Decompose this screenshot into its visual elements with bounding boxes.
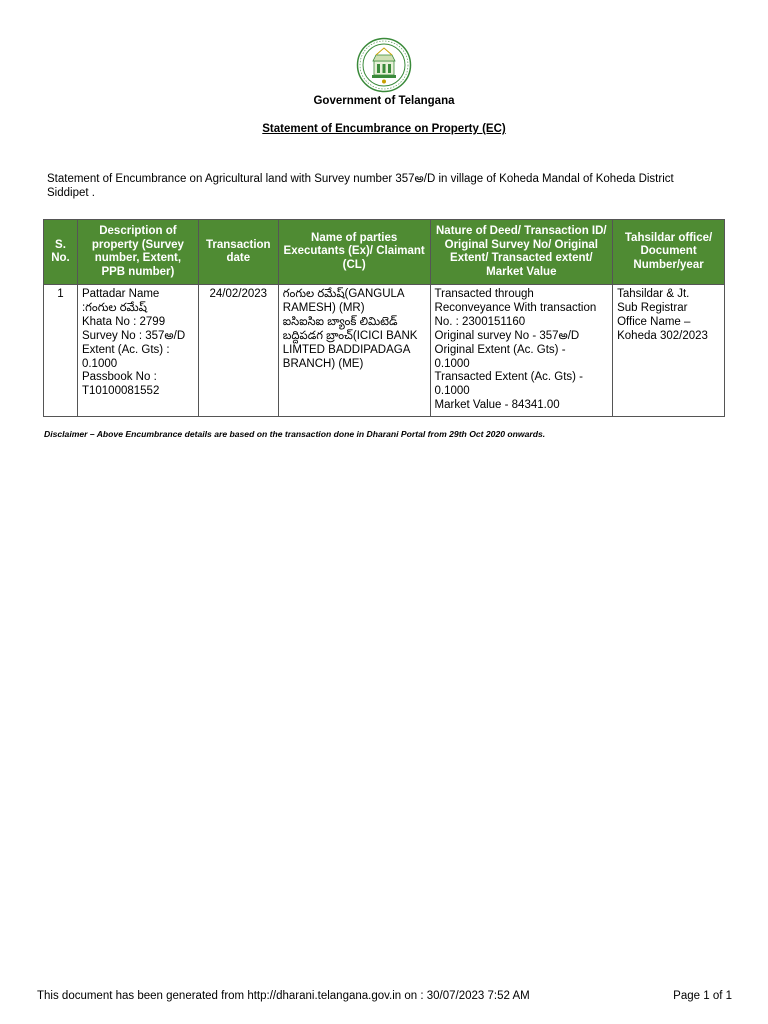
- government-title: Government of Telangana: [313, 95, 455, 107]
- page-number: Page 1 of 1: [673, 990, 732, 1002]
- parties-line: BRANCH) (ME): [282, 357, 364, 370]
- generated-footer: This document has been generated from http://dharani.telangana.gov.in on : 30/07/2023 7:52 AM: [37, 990, 530, 1002]
- document-title: Statement of Encumbrance on Property (EC): [262, 123, 506, 135]
- parties-line: RAMESH) (MR): [282, 301, 365, 314]
- description-line: Survey No : 357అ/D: [81, 329, 186, 342]
- parties-line: గంగుల రమేష్(GANGULA: [282, 288, 405, 300]
- cell-nature-of-deed: [430, 285, 613, 417]
- header-transaction-date: Transaction date: [198, 220, 278, 285]
- office-line: Office Name –: [617, 315, 691, 328]
- description-line: Pattadar Name: [81, 288, 160, 300]
- disclaimer-text: Disclaimer – Above Encumbrance details are based on the transaction done in Dharani Portal from 29th Oct 2020 onwards.: [44, 429, 546, 439]
- deed-line: Original Extent (Ac. Gts) -: [434, 343, 566, 356]
- parties-line: ఐసిఐసిఐ బ్యాంక్ లిమిటెడ్: [282, 315, 398, 328]
- telangana-emblem-icon: [356, 37, 412, 93]
- header-parties: Name of parties Executants (Ex)/ Claimant (CL): [278, 220, 430, 285]
- table-header-row: [44, 220, 725, 285]
- deed-line: Transacted through: [434, 288, 534, 300]
- description-line: 0.1000: [81, 357, 118, 370]
- cell-transaction-date: 24/02/2023: [198, 285, 278, 417]
- deed-line: 0.1000: [434, 385, 470, 398]
- description-line: Passbook No :: [81, 371, 157, 384]
- encumbrance-table: [43, 219, 725, 417]
- header-description: Description of property (Survey number, Extent, PPB number): [77, 220, 198, 285]
- deed-line: Original survey No - 357అ/D: [434, 329, 580, 342]
- deed-line: Transacted Extent (Ac. Gts) -: [434, 371, 584, 384]
- header-tahsildar-office: Tahsildar office/ Document Number/year: [613, 220, 725, 285]
- cell-tahsildar-office: [613, 285, 725, 417]
- cell-parties: [278, 285, 430, 417]
- office-line: Koheda 302/2023: [617, 329, 708, 342]
- parties-line: బద్దిపడగ బ్రాంచ్(ICICI BANK: [282, 329, 418, 342]
- parties-line: LIMTED BADDIPADAGA: [282, 343, 411, 356]
- cell-sno: 1: [44, 285, 78, 417]
- cell-description: [77, 285, 198, 417]
- office-line: Sub Registrar: [617, 301, 688, 314]
- deed-line: No. : 2300151160: [434, 315, 526, 328]
- description-line: Khata No : 2799: [81, 315, 166, 328]
- description-line: :గంగుల రమేష్: [81, 301, 147, 314]
- header-sno: S. No.: [44, 220, 78, 285]
- description-line: T10100081552: [81, 385, 160, 398]
- header-nature-of-deed: Nature of Deed/ Transaction ID/ Original Survey No/ Original Extent/ Transacted extent/ Market Value: [430, 220, 613, 285]
- deed-line: Reconveyance With transaction: [434, 301, 597, 314]
- description-line: Extent (Ac. Gts) :: [81, 343, 170, 356]
- intro-text: Statement of Encumbrance on Agricultural land with Survey number 357అ/D in village of Koheda Mandal of Koheda District Siddipet .: [47, 173, 674, 199]
- office-line: Tahsildar & Jt.: [617, 288, 690, 300]
- table-row: [44, 285, 725, 417]
- deed-line: Market Value - 84341.00: [434, 399, 560, 412]
- deed-line: 0.1000: [434, 357, 470, 370]
